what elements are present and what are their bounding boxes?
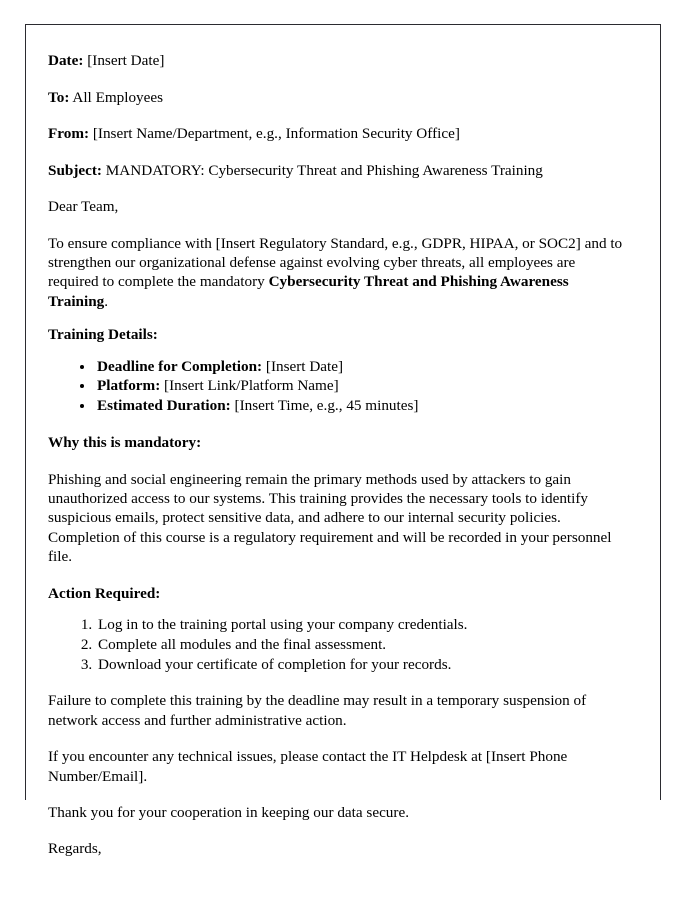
spacer xyxy=(48,144,628,161)
field-to-label: To: xyxy=(48,88,70,106)
document-page xyxy=(25,24,661,858)
spacer xyxy=(48,71,628,88)
spacer xyxy=(48,311,628,325)
action-required-heading: Action Required: xyxy=(48,584,161,602)
intro-text-before: To ensure compliance with [Insert Regulatory Standard, e.g., GDPR, HIPAA, or SOC2] and to strengthen our organizational defense against evolving cyber threats, all employees are required to complete the mandatory xyxy=(48,234,623,291)
field-date-value: [Insert Date] xyxy=(87,52,165,69)
list-item: 3. Download your certificate of completion for your records. xyxy=(96,655,628,675)
thanks-paragraph: Thank you for your cooperation in keeping our data secure. xyxy=(48,804,409,822)
spacer xyxy=(48,107,628,124)
closing-line-clipped xyxy=(48,839,628,858)
list-item xyxy=(95,396,628,416)
list-item xyxy=(95,376,628,396)
training-details-list xyxy=(48,357,628,416)
list-item: 2. Complete all modules and the final assessment. xyxy=(96,635,628,655)
list-item: 1. Log in to the training portal using your company credentials. xyxy=(96,615,628,635)
spacer xyxy=(48,567,628,584)
intro-paragraph xyxy=(48,234,628,312)
field-date-label: Date: xyxy=(48,52,84,69)
document-body xyxy=(48,25,628,858)
spacer xyxy=(48,453,628,470)
spacer xyxy=(48,730,628,747)
training-item-label: Deadline for Completion: xyxy=(97,357,263,375)
field-from xyxy=(48,124,628,144)
closing-text: Regards, xyxy=(48,840,102,858)
field-subject-value: MANDATORY: Cybersecurity Threat and Phishing Awareness Training xyxy=(105,161,543,179)
why-mandatory-heading: Why this is mandatory: xyxy=(48,434,202,452)
list-item xyxy=(95,357,628,377)
field-subject-label: Subject: xyxy=(48,161,102,179)
spacer xyxy=(48,603,628,615)
action-required-list xyxy=(48,615,628,674)
field-from-value: [Insert Name/Department, e.g., Information Security Office] xyxy=(92,125,460,142)
training-item-value: [Insert Date] xyxy=(265,357,344,375)
training-item-label: Estimated Duration: xyxy=(97,397,231,415)
intro-bold-course-name: Cybersecurity Threat and Phishing Awareness Training xyxy=(48,273,569,310)
salutation: Dear Team, xyxy=(48,198,119,215)
spacer xyxy=(48,786,628,803)
field-to xyxy=(48,88,628,108)
support-paragraph: If you encounter any technical issues, please contact the IT Helpdesk at [Insert Phone Number/Email]. xyxy=(48,748,568,785)
warning-paragraph: Failure to complete this training by the deadline may result in a temporary suspension of network access and further administrative action. xyxy=(48,692,587,729)
training-details-heading: Training Details: xyxy=(48,326,158,344)
spacer xyxy=(48,674,628,691)
training-item-value: [Insert Time, e.g., 45 minutes] xyxy=(234,397,419,415)
spacer xyxy=(48,822,628,839)
spacer xyxy=(48,217,628,234)
training-item-value: [Insert Link/Platform Name] xyxy=(164,377,339,395)
training-item-label: Platform: xyxy=(97,377,161,395)
field-from-label: From: xyxy=(48,125,90,142)
field-to-value: All Employees xyxy=(72,88,164,106)
spacer xyxy=(48,180,628,197)
spacer xyxy=(48,416,628,433)
why-mandatory-paragraph: Phishing and social engineering remain the primary methods used by attackers to gain unauthorized access to our systems. This training provides the necessary tools to identify suspicious emails, protect sensitive data, and adhere to our internal security policies. Completion of this course is a regulatory requirement and will be recorded in your personnel file. xyxy=(48,470,612,566)
field-subject xyxy=(48,161,628,181)
field-date xyxy=(48,25,628,71)
intro-text-after: . xyxy=(104,292,109,310)
spacer xyxy=(48,345,628,357)
